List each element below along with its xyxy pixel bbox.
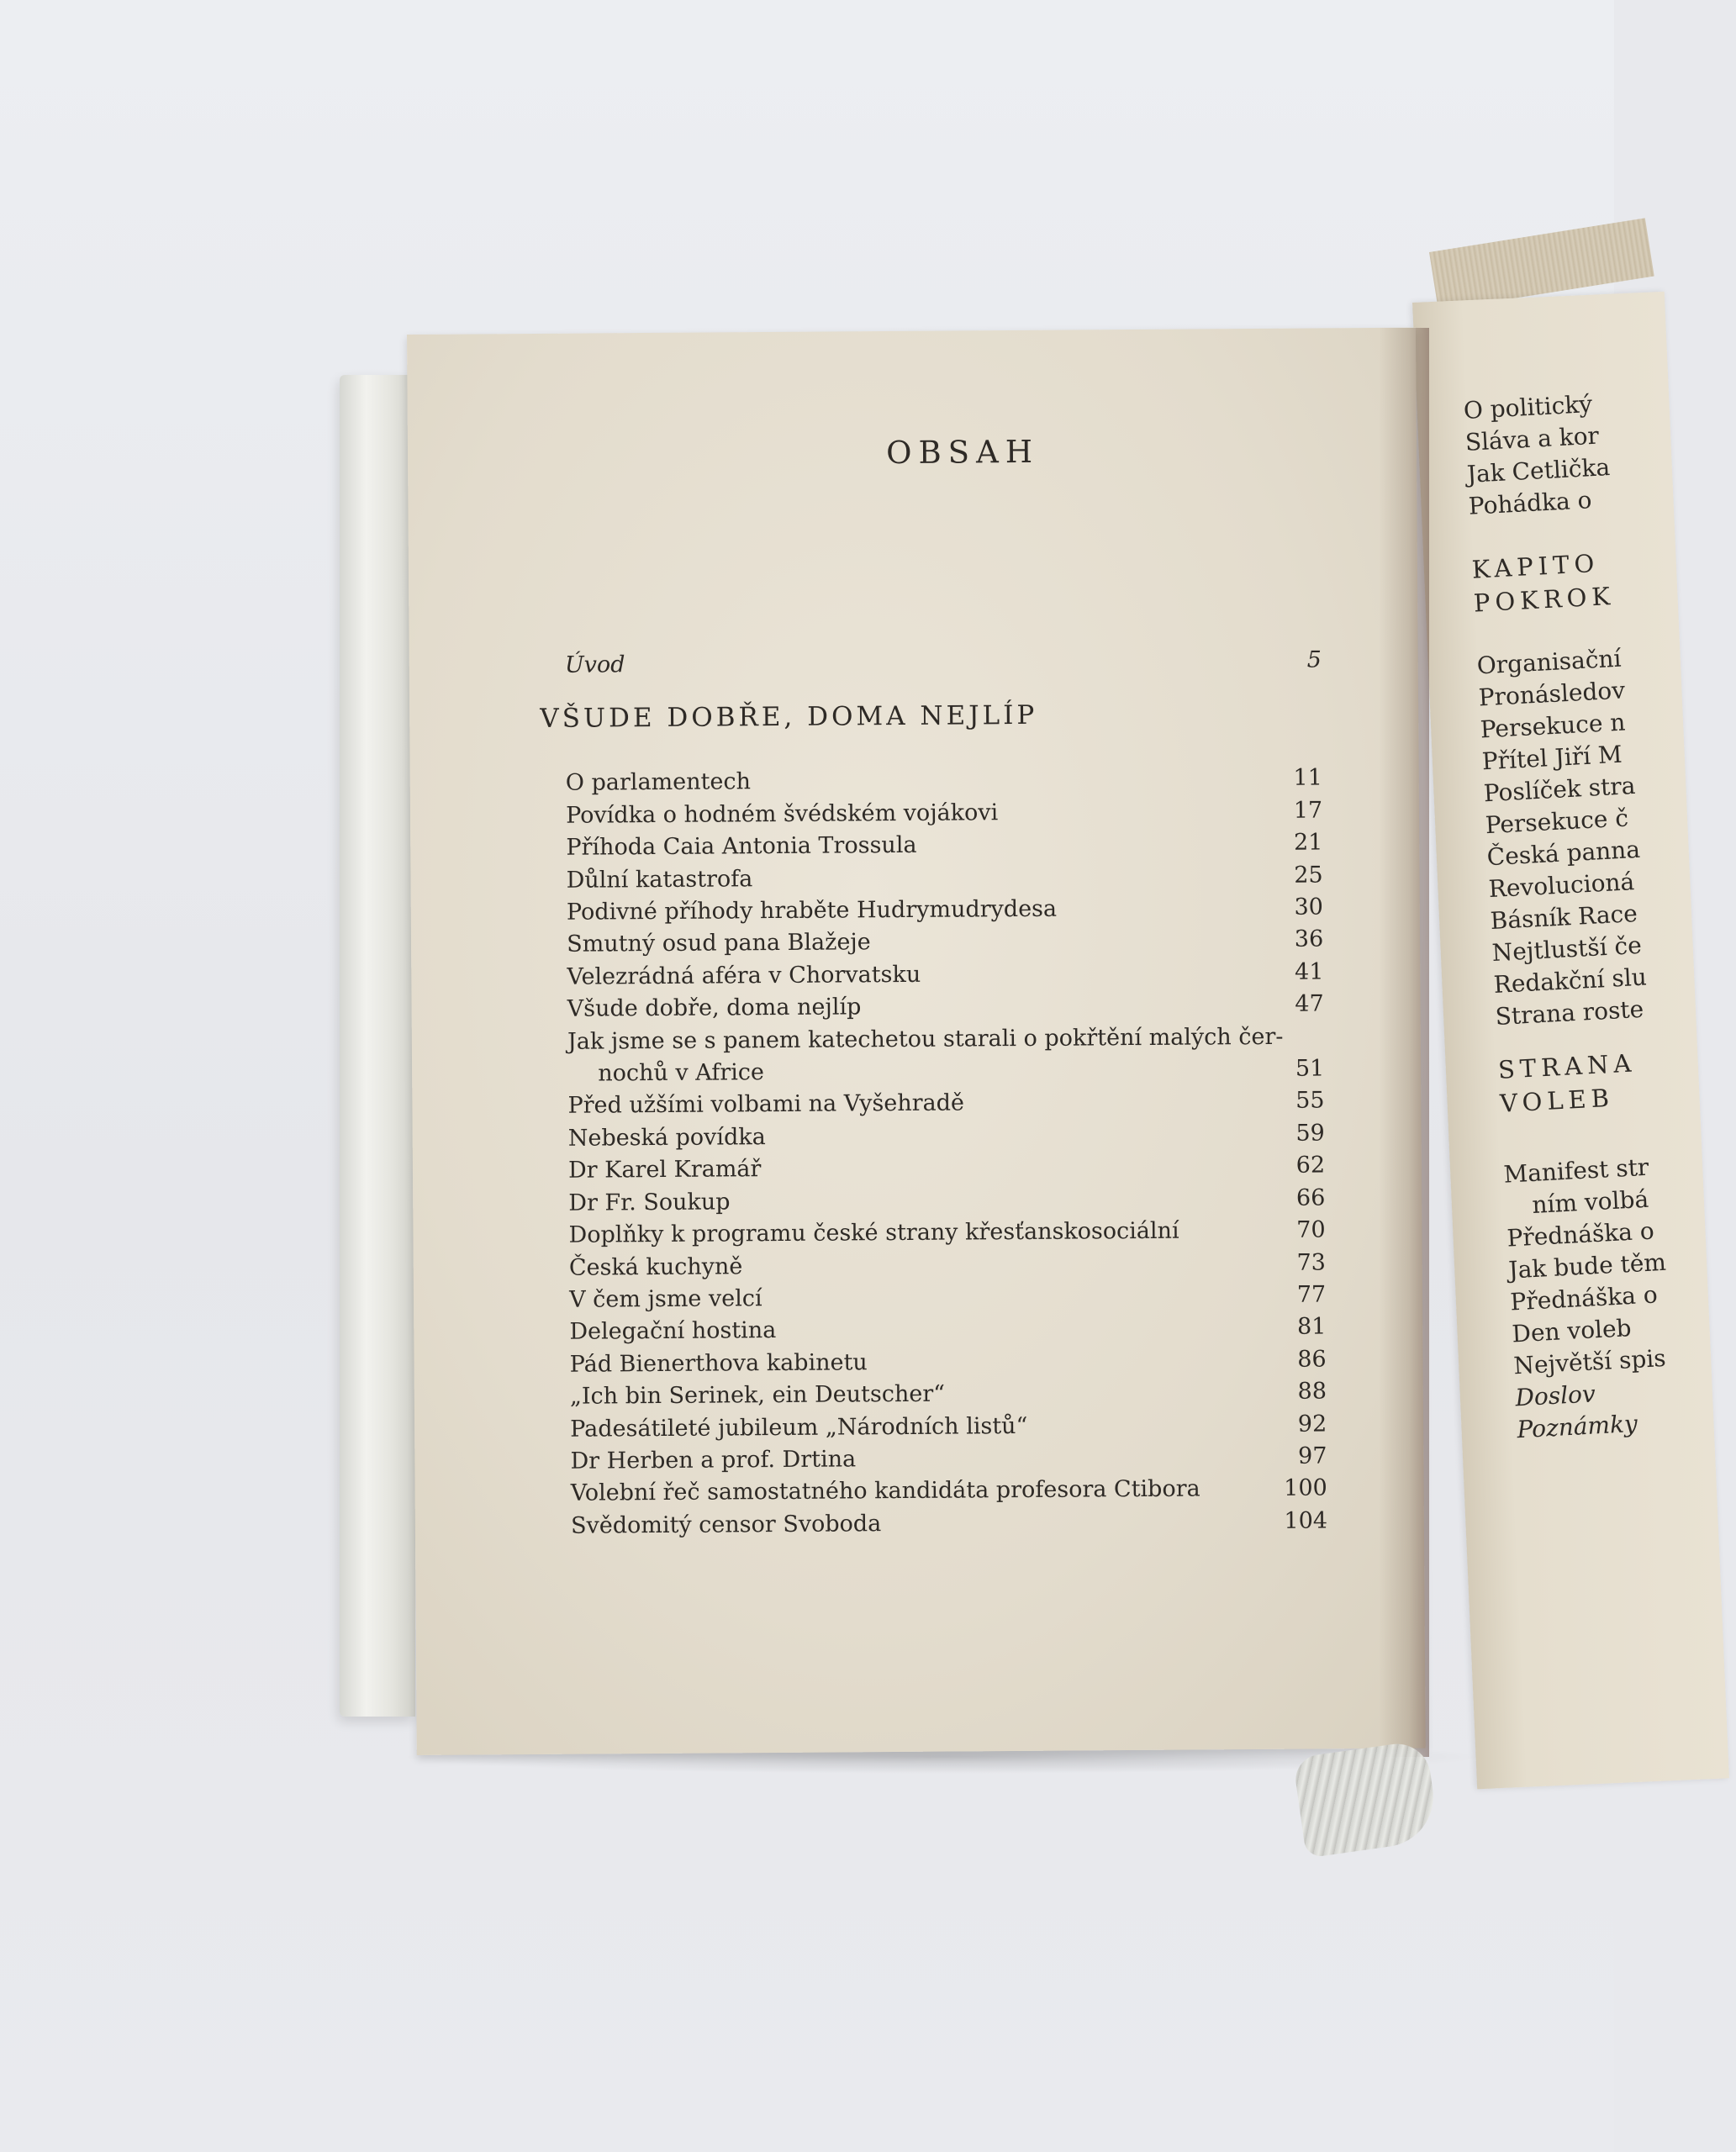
right-page-line: Poznámky — [1516, 1409, 1638, 1444]
toc-entry-row — [542, 1085, 1324, 1123]
toc-entry-row — [546, 1473, 1327, 1511]
toc-entry-label: Dr Fr. Soukup — [568, 1189, 731, 1216]
right-page-line: O politický — [1463, 389, 1593, 425]
toc-entry-page: 21 — [1293, 829, 1323, 856]
toc-entries — [541, 762, 1327, 1543]
toc-entry-page: 47 — [1295, 990, 1324, 1017]
right-page-line: Nejtlustší če — [1491, 931, 1643, 968]
toc-entry-label: O parlamentech — [565, 768, 752, 797]
toc-entry-label-continued: nochů v Africe — [598, 1059, 765, 1087]
toc-entry-row — [543, 1117, 1325, 1155]
toc-entry-page: 70 — [1296, 1216, 1326, 1243]
toc-entry-row — [541, 956, 1323, 994]
right-page-line: Jak bude těm — [1507, 1247, 1667, 1284]
right-page-line: Redakční slu — [1492, 963, 1648, 1000]
toc-entry-row — [545, 1408, 1327, 1446]
toc-entry-row-continued — [542, 1053, 1324, 1091]
toc-entry-label: Podivné příhody hraběte Hudrymudrydesa — [566, 895, 1058, 926]
toc-entry-label: „Ich bin Serinek, ein Deutscher“ — [569, 1380, 946, 1410]
toc-entry-row — [544, 1247, 1326, 1284]
toc-entry-label: Povídka o hodném švédském vojákovi — [566, 799, 999, 829]
toc-entry-row — [541, 762, 1322, 800]
toc-entry-page: 11 — [1293, 764, 1322, 792]
toc-intro-label: Úvod — [564, 651, 625, 678]
toc-entry-page: 30 — [1294, 894, 1324, 920]
bookmark-ribbon — [1292, 1739, 1439, 1858]
right-page-heading: POKROK — [1473, 581, 1616, 618]
toc-entry-label: Dr Karel Kramář — [567, 1156, 762, 1184]
right-page-line: Organisační — [1476, 644, 1623, 680]
toc-entry-label: Padesátileté jubileum „Národních listů“ — [570, 1412, 1028, 1443]
toc-entry-label: Nebeská povídka — [567, 1124, 766, 1152]
toc-entry-label: Delegační hostina — [569, 1317, 777, 1346]
toc-entry-label: Svědomitý censor Svoboda — [570, 1510, 882, 1539]
toc-entry-page: 55 — [1295, 1087, 1325, 1115]
right-page-line: Sláva a kor — [1464, 421, 1600, 456]
toc-section-title: VŠUDE DOBŘE, DOMA NEJLÍP — [540, 700, 1038, 735]
toc-entry-row — [542, 1021, 1324, 1058]
toc-entry-page: 81 — [1296, 1313, 1327, 1341]
toc-entry-label: V čem jsme velcí — [569, 1285, 762, 1313]
toc-entry-label: Důlní katastrofa — [566, 865, 753, 894]
toc-entry-label: Před užšími volbami na Vyšehradě — [567, 1089, 965, 1120]
toc-entry-page: 104 — [1284, 1507, 1328, 1534]
toc-entry-label: Volební řeč samostatného kandidáta profesora Ctibora — [570, 1475, 1200, 1507]
toc-entry-page: 17 — [1293, 797, 1323, 824]
toc-entry-page: 66 — [1295, 1184, 1326, 1211]
toc-entry-row — [541, 859, 1323, 897]
toc-entry-row — [544, 1215, 1326, 1253]
right-page-line: Persekuce n — [1479, 708, 1627, 744]
right-page-line: Přednáška o — [1509, 1280, 1659, 1316]
toc-entry-label: Doplňky k programu české strany křesťanskosociální — [568, 1217, 1179, 1248]
toc-entry-page: 73 — [1296, 1248, 1326, 1276]
toc-entry-row — [544, 1279, 1326, 1316]
right-page-heading: KAPITO — [1470, 548, 1601, 584]
right-page-line: Přednáška o — [1506, 1216, 1655, 1253]
book-gutter — [1379, 328, 1429, 1757]
toc-entry-label: Jak jsme se s panem katechetou starali o pokřtění malých čer- — [567, 1023, 1284, 1055]
toc-entry-row — [542, 989, 1324, 1026]
toc-entry-row — [541, 924, 1323, 962]
right-page-heading: VOLEB — [1499, 1083, 1615, 1118]
toc-entry-row — [545, 1440, 1327, 1478]
right-page-line: Den voleb — [1511, 1314, 1633, 1348]
toc-entry-row — [543, 1150, 1325, 1188]
toc-entry-page: 25 — [1294, 862, 1323, 889]
toc-entry-page: 59 — [1295, 1120, 1325, 1147]
toc-title: OBSAH — [886, 433, 1040, 472]
toc-entry-row — [541, 794, 1322, 832]
toc-entry-page: 36 — [1294, 926, 1324, 953]
right-page-line: ním volbá — [1531, 1184, 1649, 1219]
toc-entry-row — [545, 1376, 1327, 1414]
toc-entry-page: 77 — [1296, 1281, 1327, 1308]
toc-entry-row — [543, 1182, 1325, 1220]
toc-entry-label: Smutný osud pana Blažeje — [567, 929, 871, 958]
right-page-line: Manifest str — [1502, 1152, 1650, 1189]
toc-entry-row — [541, 892, 1323, 930]
book-cover-edge — [340, 375, 415, 1717]
right-page-line: Poslíček stra — [1482, 771, 1637, 808]
toc-entry-label: Česká kuchyně — [568, 1253, 743, 1281]
toc-entry-label: Velezrádná aféra v Chorvatsku — [567, 961, 921, 990]
toc-intro-row — [540, 645, 1322, 683]
toc-entry-page: 100 — [1284, 1474, 1327, 1502]
table-of-contents — [538, 432, 1327, 1543]
toc-entry-page: 86 — [1297, 1346, 1327, 1373]
toc-entry-label: Pád Bienerthova kabinetu — [569, 1349, 868, 1378]
toc-entry-row — [544, 1311, 1326, 1349]
right-page-line: Česká panna — [1485, 835, 1641, 872]
right-page-line: Persekuce č — [1484, 804, 1629, 840]
toc-entry-label: Všude dobře, doma nejlíp — [567, 994, 862, 1023]
right-page-line: Doslov — [1514, 1379, 1596, 1412]
toc-entry-page: 51 — [1295, 1055, 1325, 1082]
toc-entry-row — [541, 827, 1322, 865]
right-page-line: Revolucioná — [1487, 868, 1635, 904]
right-page-line: Největší spis — [1512, 1343, 1667, 1380]
toc-entry-label: Dr Herben a prof. Drtina — [570, 1446, 857, 1474]
right-page-line: Přítel Jiří M — [1480, 740, 1623, 776]
right-page-line: Básník Race — [1489, 899, 1638, 936]
right-page-line: Jak Cetlička — [1466, 452, 1611, 488]
toc-entry-row — [546, 1505, 1327, 1543]
toc-entry-page: 97 — [1298, 1443, 1327, 1469]
toc-entry-page: 88 — [1297, 1378, 1327, 1405]
toc-entry-page: 92 — [1297, 1411, 1327, 1437]
toc-entry-page: 41 — [1294, 958, 1324, 985]
right-page-line: Pohádka o — [1468, 486, 1593, 520]
toc-entry-label: Příhoda Caia Antonia Trossula — [566, 832, 917, 861]
toc-entry-page: 62 — [1295, 1152, 1326, 1179]
right-page-line: Strana roste — [1494, 994, 1644, 1031]
toc-entry-row — [545, 1343, 1327, 1381]
toc-intro-page: 5 — [1306, 646, 1322, 673]
right-page-line: Pronásledov — [1478, 676, 1626, 712]
right-page-heading: STRANA — [1497, 1048, 1638, 1084]
